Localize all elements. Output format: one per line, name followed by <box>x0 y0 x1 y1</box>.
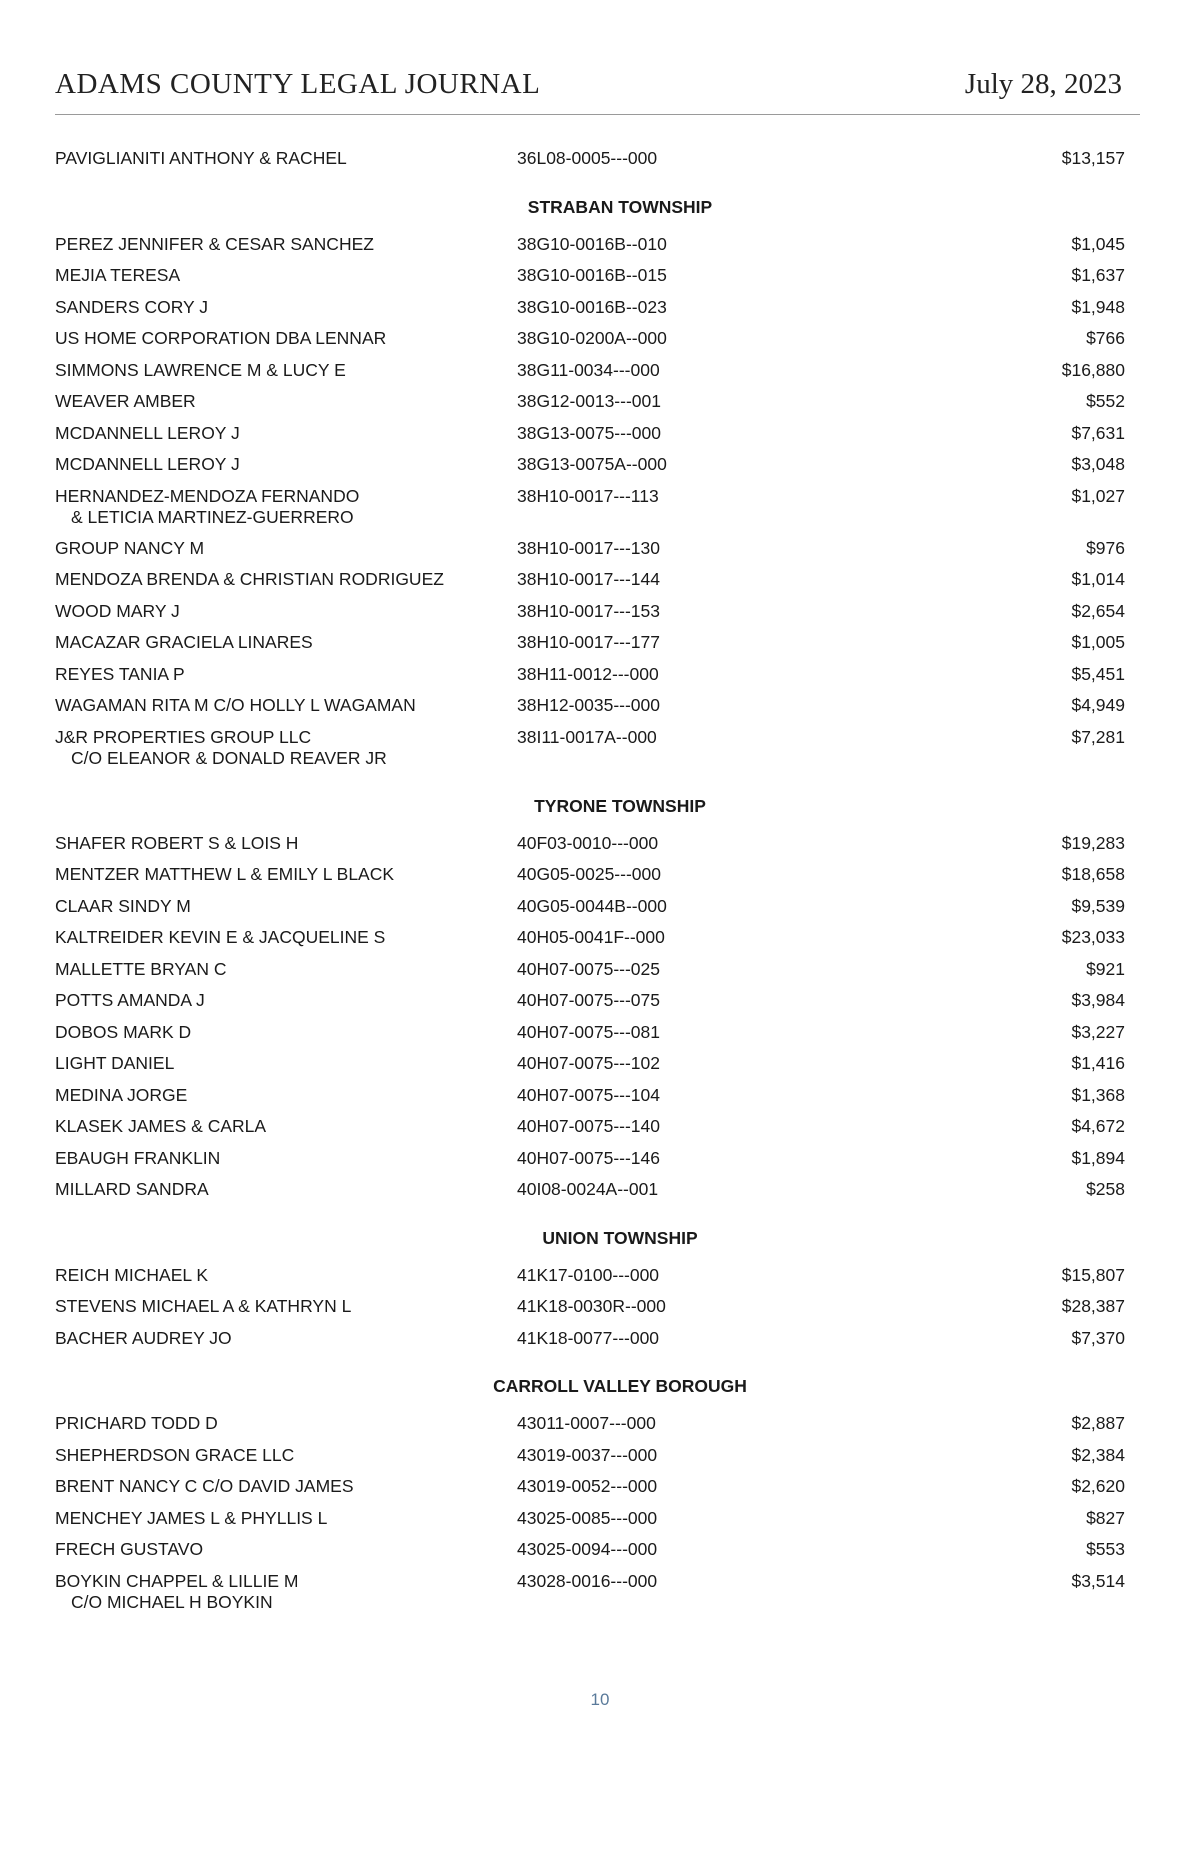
owner-name <box>55 1022 495 1043</box>
parcel-number: 40I08-0024A--001 <box>517 1179 659 1199</box>
table-row <box>55 533 1125 565</box>
parcel-number: 41K18-0030R--000 <box>517 1296 666 1316</box>
table-row <box>55 449 1125 481</box>
parcel-number: 40H07-0075---102 <box>517 1053 661 1073</box>
amount-due: $5,451 <box>1071 663 1125 684</box>
owner-name <box>55 1508 495 1529</box>
owner-name <box>55 1445 495 1466</box>
owner-name <box>55 148 495 169</box>
table-row <box>55 954 1125 986</box>
section-spacer <box>55 175 1125 185</box>
table-row <box>55 1471 1125 1503</box>
owner-name-line1: MEDINA JORGE <box>55 1084 188 1105</box>
amount-due: $13,157 <box>1061 148 1125 168</box>
owner-name <box>55 423 495 444</box>
table-row <box>55 418 1125 450</box>
amount-due: $1,045 <box>1071 233 1125 254</box>
section-spacer <box>55 1354 1125 1364</box>
table-row <box>55 323 1125 355</box>
owner-name-line1: DOBOS MARK D <box>55 1021 192 1042</box>
amount-due: $766 <box>1086 328 1125 348</box>
table-row <box>55 1534 1125 1566</box>
owner-name-line2: C/O MICHAEL H BOYKIN <box>71 1591 273 1612</box>
section-heading: STRABAN TOWNSHIP <box>527 196 713 217</box>
amount-due: $18,658 <box>1061 864 1125 884</box>
owner-name <box>55 695 495 716</box>
owner-name-line1: MALLETTE BRYAN C <box>55 958 227 979</box>
table-row <box>55 891 1125 923</box>
amount-due: $16,880 <box>1061 359 1125 380</box>
owner-name <box>55 265 495 286</box>
amount-due: $7,370 <box>1071 1327 1125 1348</box>
table-row <box>55 386 1125 418</box>
owner-name <box>55 664 495 685</box>
parcel-number: 41K18-0077---000 <box>517 1327 660 1348</box>
parcel-number: 38G13-0075A--000 <box>517 454 667 474</box>
amount-due: $1,948 <box>1071 296 1125 317</box>
owner-name-line1: LIGHT DANIEL <box>55 1053 175 1073</box>
owner-name-line1: MENTZER MATTHEW L & EMILY L BLACK <box>55 864 395 884</box>
owner-name-line1: WOOD MARY J <box>55 600 180 621</box>
owner-name-line1: J&R PROPERTIES GROUP LLC <box>55 726 312 747</box>
amount-due: $15,807 <box>1061 1264 1125 1285</box>
delinquent-tax-listing <box>55 143 1125 1618</box>
amount-due: $2,887 <box>1071 1413 1125 1433</box>
table-row <box>55 1566 1125 1618</box>
page-header <box>55 62 1140 115</box>
table-row <box>55 355 1125 387</box>
owner-name-line1: STEVENS MICHAEL A & KATHRYN L <box>55 1296 352 1316</box>
owner-name <box>55 927 495 948</box>
table-row <box>55 596 1125 628</box>
parcel-number: 38G13-0075---000 <box>517 422 661 443</box>
table-row <box>55 859 1125 891</box>
owner-name-line1: MEJIA TERESA <box>55 265 181 285</box>
amount-due: $1,027 <box>1071 485 1125 506</box>
table-row <box>55 985 1125 1017</box>
owner-name-line1: POTTS AMANDA J <box>55 990 205 1010</box>
owner-name-line1: BACHER AUDREY JO <box>55 1327 232 1348</box>
table-row <box>55 1174 1125 1206</box>
parcel-number: 38H10-0017---130 <box>517 537 661 558</box>
parcel-number: 43011-0007---000 <box>517 1413 656 1433</box>
table-row <box>55 292 1125 324</box>
owner-name-line2: C/O ELEANOR & DONALD REAVER JR <box>71 747 387 768</box>
parcel-number: 38H10-0017---177 <box>517 632 661 652</box>
table-row <box>55 1323 1125 1355</box>
owner-name-line1: WEAVER AMBER <box>55 391 196 411</box>
section-heading: CARROLL VALLEY BOROUGH <box>493 1376 747 1396</box>
table-row <box>55 1440 1125 1472</box>
amount-due: $1,368 <box>1071 1084 1125 1105</box>
table-row <box>55 564 1125 596</box>
owner-name <box>55 1571 495 1613</box>
owner-name <box>55 1476 495 1497</box>
amount-due: $7,281 <box>1071 726 1125 747</box>
table-row <box>55 229 1125 261</box>
parcel-number: 43025-0094---000 <box>517 1539 658 1559</box>
owner-name <box>55 632 495 653</box>
owner-name-line1: PAVIGLIANITI ANTHONY & RACHEL <box>55 148 347 168</box>
owner-name <box>55 360 495 381</box>
amount-due: $19,283 <box>1061 832 1125 853</box>
amount-due: $553 <box>1086 1539 1125 1559</box>
table-row <box>55 1017 1125 1049</box>
owner-name-line1: SHAFER ROBERT S & LOIS H <box>55 832 299 853</box>
table-row <box>55 1143 1125 1175</box>
parcel-number: 40H07-0075---146 <box>517 1147 661 1168</box>
owner-name-line1: KLASEK JAMES & CARLA <box>55 1116 267 1136</box>
table-row <box>55 722 1125 774</box>
owner-name <box>55 1328 495 1349</box>
owner-name-line1: MILLARD SANDRA <box>55 1179 209 1199</box>
parcel-number: 43028-0016---000 <box>517 1570 658 1591</box>
parcel-number: 43019-0052---000 <box>517 1476 658 1496</box>
amount-due: $1,416 <box>1071 1053 1125 1073</box>
owner-name <box>55 538 495 559</box>
amount-due: $3,227 <box>1071 1021 1125 1042</box>
table-row <box>55 1260 1125 1292</box>
owner-name-line1: WAGAMAN RITA M C/O HOLLY L WAGAMAN <box>55 695 416 715</box>
owner-name <box>55 1116 495 1137</box>
owner-name <box>55 297 495 318</box>
table-row <box>55 143 1125 175</box>
parcel-number: 43025-0085---000 <box>517 1507 658 1528</box>
parcel-number: 38H11-0012---000 <box>517 663 659 684</box>
table-row <box>55 659 1125 691</box>
section-heading: TYRONE TOWNSHIP <box>534 795 706 816</box>
amount-due: $258 <box>1086 1179 1125 1199</box>
table-row <box>55 1048 1125 1080</box>
table-row <box>55 1408 1125 1440</box>
amount-due: $1,014 <box>1071 569 1125 589</box>
owner-name <box>55 727 495 769</box>
table-row <box>55 1503 1125 1535</box>
amount-due: $3,514 <box>1071 1570 1125 1591</box>
owner-name-line1: MENCHEY JAMES L & PHYLLIS L <box>55 1507 328 1528</box>
parcel-number: 38G10-0016B--015 <box>517 265 667 285</box>
owner-name-line1: FRECH GUSTAVO <box>55 1539 204 1559</box>
parcel-number: 38G10-0016B--023 <box>517 296 667 317</box>
parcel-number: 40H07-0075---025 <box>517 958 661 979</box>
amount-due: $28,387 <box>1061 1296 1125 1316</box>
page-number: 10 <box>590 1690 610 1709</box>
owner-name <box>55 864 495 885</box>
parcel-number: 38H10-0017---153 <box>517 600 661 621</box>
owner-name-line1: MCDANNELL LEROY J <box>55 454 240 474</box>
owner-name-line1: REYES TANIA P <box>55 663 185 684</box>
amount-due: $2,384 <box>1071 1444 1125 1465</box>
owner-name-line1: GROUP NANCY M <box>55 537 205 558</box>
owner-name <box>55 391 495 412</box>
owner-name-line1: HERNANDEZ-MENDOZA FERNANDO <box>55 485 360 506</box>
table-row <box>55 1291 1125 1323</box>
owner-name <box>55 601 495 622</box>
parcel-number: 38H12-0035---000 <box>517 695 661 715</box>
parcel-number: 38G10-0016B--010 <box>517 233 667 254</box>
parcel-number: 40H07-0075---104 <box>517 1084 661 1105</box>
parcel-number: 40H05-0041F--000 <box>517 927 665 947</box>
table-row <box>55 1080 1125 1112</box>
amount-due: $976 <box>1086 537 1125 558</box>
owner-name-line1: SIMMONS LAWRENCE M & LUCY E <box>55 359 346 380</box>
owner-name-line1: SHEPHERDSON GRACE LLC <box>55 1444 295 1465</box>
amount-due: $7,631 <box>1071 422 1125 443</box>
owner-name <box>55 1296 495 1317</box>
amount-due: $827 <box>1086 1507 1125 1528</box>
parcel-number: 36L08-0005---000 <box>517 148 658 168</box>
owner-name-line1: MACAZAR GRACIELA LINARES <box>55 632 313 652</box>
parcel-number: 38G11-0034---000 <box>517 359 660 380</box>
parcel-number: 40G05-0044B--000 <box>517 895 667 916</box>
parcel-number: 40H07-0075---140 <box>517 1116 661 1136</box>
owner-name-line1: KALTREIDER KEVIN E & JACQUELINE S <box>55 927 386 947</box>
owner-name <box>55 569 495 590</box>
parcel-number: 43019-0037---000 <box>517 1444 658 1465</box>
publication-date: July 28, 2023 <box>964 68 1122 100</box>
amount-due: $1,005 <box>1071 632 1125 652</box>
amount-due: $4,949 <box>1071 695 1125 715</box>
owner-name-line1: BRENT NANCY C C/O DAVID JAMES <box>55 1476 354 1496</box>
amount-due: $1,894 <box>1071 1147 1125 1168</box>
owner-name <box>55 1265 495 1286</box>
owner-name <box>55 1085 495 1106</box>
parcel-number: 38H10-0017---144 <box>517 569 661 589</box>
owner-name <box>55 328 495 349</box>
owner-name-line2: & LETICIA MARTINEZ-GUERRERO <box>71 506 354 527</box>
table-row <box>55 690 1125 722</box>
owner-name <box>55 1413 495 1434</box>
parcel-number: 40F03-0010---000 <box>517 832 659 853</box>
owner-name <box>55 896 495 917</box>
owner-name-line1: PRICHARD TODD D <box>55 1413 218 1433</box>
amount-due: $921 <box>1086 958 1125 979</box>
owner-name <box>55 454 495 475</box>
journal-title: ADAMS COUNTY LEGAL JOURNAL <box>55 68 541 100</box>
owner-name-line1: SANDERS CORY J <box>55 296 209 317</box>
amount-due: $23,033 <box>1061 927 1125 947</box>
table-row <box>55 1111 1125 1143</box>
owner-name-line1: US HOME CORPORATION DBA LENNAR <box>55 328 387 348</box>
amount-due: $2,620 <box>1071 1476 1125 1496</box>
amount-due: $2,654 <box>1071 600 1125 621</box>
amount-due: $1,637 <box>1071 265 1125 285</box>
owner-name-line1: EBAUGH FRANKLIN <box>55 1147 221 1168</box>
owner-name <box>55 1148 495 1169</box>
owner-name-line1: BOYKIN CHAPPEL & LILLIE M <box>55 1570 299 1591</box>
table-row <box>55 260 1125 292</box>
parcel-number: 38I11-0017A--000 <box>517 726 657 747</box>
section-heading: UNION TOWNSHIP <box>542 1227 698 1248</box>
parcel-number: 40H07-0075---081 <box>517 1021 661 1042</box>
amount-due: $4,672 <box>1071 1116 1125 1136</box>
table-row <box>55 481 1125 533</box>
owner-name <box>55 990 495 1011</box>
owner-name-line1: MCDANNELL LEROY J <box>55 422 240 443</box>
owner-name-line1: MENDOZA BRENDA & CHRISTIAN RODRIGUEZ <box>55 569 444 589</box>
amount-due: $552 <box>1086 391 1125 411</box>
parcel-number: 38G10-0200A--000 <box>517 328 667 348</box>
owner-name <box>55 1053 495 1074</box>
owner-name-line1: PEREZ JENNIFER & CESAR SANCHEZ <box>55 233 374 254</box>
amount-due: $9,539 <box>1071 895 1125 916</box>
section-spacer <box>55 774 1125 784</box>
parcel-number: 40G05-0025---000 <box>517 864 661 884</box>
owner-name <box>55 234 495 255</box>
owner-name <box>55 486 495 528</box>
owner-name <box>55 959 495 980</box>
owner-name <box>55 833 495 854</box>
owner-name <box>55 1539 495 1560</box>
section-spacer <box>55 1206 1125 1216</box>
parcel-number: 38G12-0013---001 <box>517 391 661 411</box>
amount-due: $3,048 <box>1071 454 1125 474</box>
parcel-number: 40H07-0075---075 <box>517 990 661 1010</box>
owner-name <box>55 1179 495 1200</box>
owner-name-line1: REICH MICHAEL K <box>55 1264 208 1285</box>
owner-name-line1: CLAAR SINDY M <box>55 895 191 916</box>
table-row <box>55 922 1125 954</box>
amount-due: $3,984 <box>1071 990 1125 1010</box>
table-row <box>55 828 1125 860</box>
parcel-number: 41K17-0100---000 <box>517 1264 660 1285</box>
table-row <box>55 627 1125 659</box>
parcel-number: 38H10-0017---113 <box>517 485 659 506</box>
